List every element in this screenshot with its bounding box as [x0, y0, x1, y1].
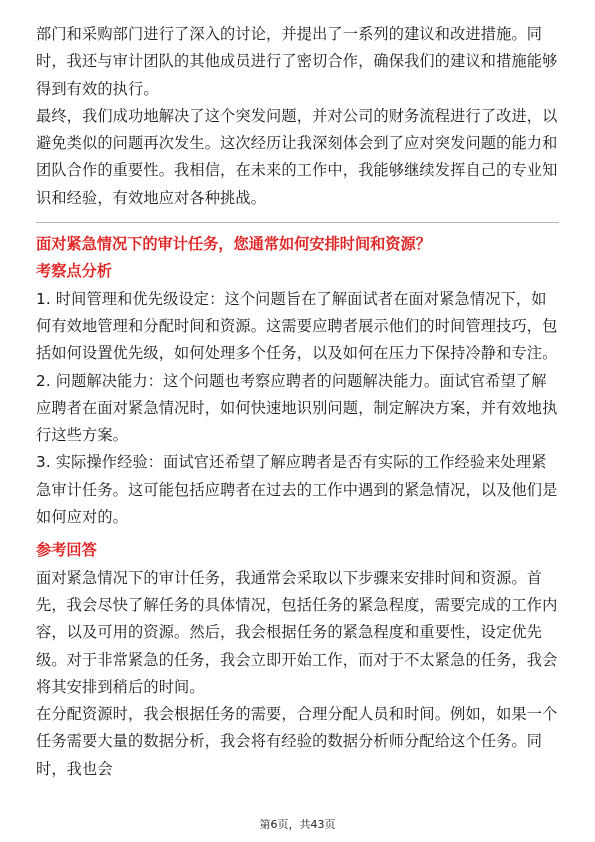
- analysis-heading: 考察点分析: [36, 262, 112, 281]
- question-title: 面对紧急情况下的审计任务，您通常如何安排时间和资源？: [36, 235, 431, 254]
- page-number: 第6页，共43页: [259, 818, 336, 831]
- answer-paragraph: 面对紧急情况下的审计任务，我通常会采取以下步骤来安排时间和资源。首先，我会尽快了解任务的具体情况，包括任务的紧急程度，需要完成的工作内容，以及可用的资源。然后，我会根据任务的紧急程度和重要性，设定优先级。对于非常紧急的任务，我会立即开始工作，而对于不太紧急的任务，我会将其安排到稍后的时间。: [36, 568, 558, 696]
- section-divider: [36, 222, 559, 223]
- answer-paragraph: 在分配资源时，我会根据任务的需要，合理分配人员和时间。例如，如果一个任务需要大量的数据分析，我会将有经验的数据分析师分配给这个任务。同时，我也会: [36, 705, 558, 778]
- page-content: [36, 0, 559, 783]
- analysis-point: 1. 时间管理和优先级设定：这个问题旨在了解面试者在面对紧急情况下，如何有效地管理和分配时间和资源。这需要应聘者展示他们的时间管理技巧，包括如何设置优先级，如何处理多个任务，以及如何在压力下保持冷静和专注。: [36, 289, 558, 363]
- answer-heading: 参考回答: [36, 541, 97, 560]
- analysis-point: 2. 问题解决能力：这个问题也考察应聘者的问题解决能力。面试官希望了解应聘者在面对紧急情况时，如何快速地识别问题，制定解决方案，并有效地执行这些方案。: [36, 371, 558, 445]
- intro-paragraph: 最终，我们成功地解决了这个突发问题，并对公司的财务流程进行了改进，以避免类似的问题再次发生。这次经历让我深刻体会到了应对突发问题的能力和团队合作的重要性。我相信，在未来的工作中，我能够继续发挥自己的专业知识和经验，有效地应对各种挑战。: [36, 106, 558, 207]
- analysis-point: 3. 实际操作经验：面试官还希望了解应聘者是否有实际的工作经验来处理紧急审计任务。这可能包括应聘者在过去的工作中遇到的紧急情况，以及他们是如何应对的。: [36, 453, 558, 527]
- intro-paragraph: 部门和采购部门进行了深入的讨论，并提出了一系列的建议和改进措施。同时，我还与审计团队的其他成员进行了密切合作，确保我们的建议和措施能够得到有效的执行。: [36, 25, 558, 98]
